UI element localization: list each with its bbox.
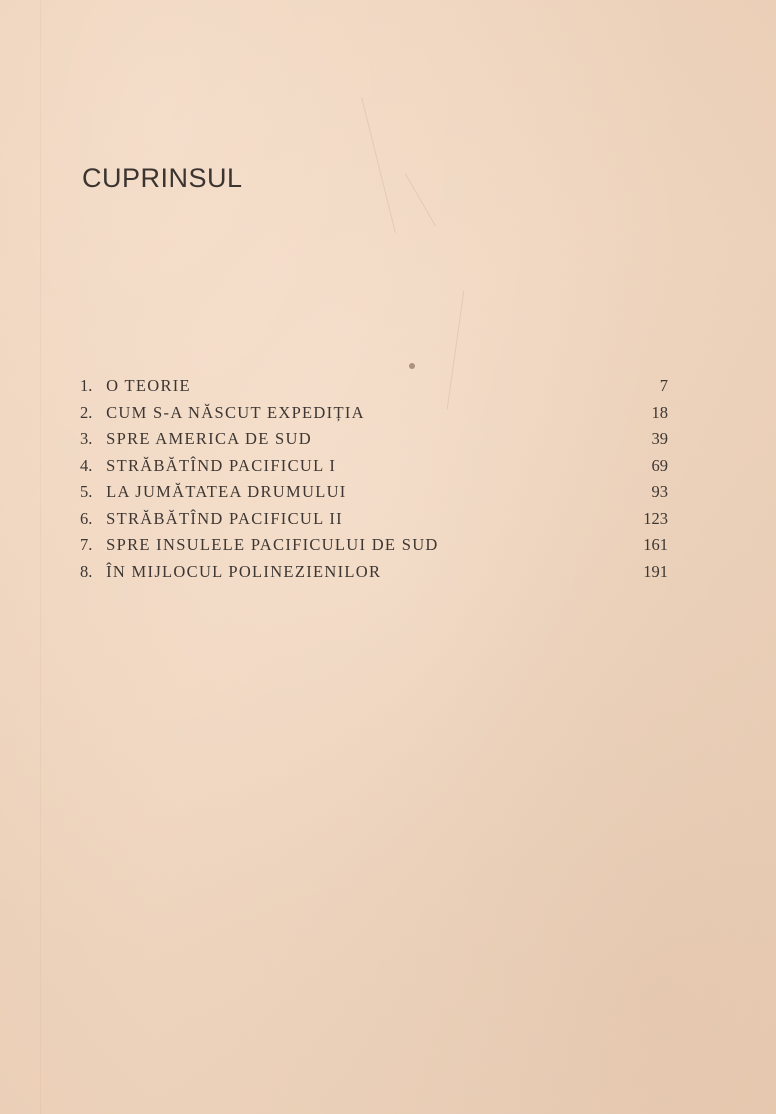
toc-entry bbox=[80, 429, 668, 456]
toc-entry-page: 69 bbox=[651, 455, 668, 475]
paper-crease bbox=[40, 0, 41, 1114]
toc-entry-number: 7. bbox=[80, 535, 93, 554]
toc-entry-label: STRĂBĂTÎND PACIFICUL I bbox=[106, 455, 337, 475]
toc-entry-number: 1. bbox=[80, 376, 93, 395]
paper-speck bbox=[409, 363, 415, 369]
toc-entry-label: SPRE AMERICA DE SUD bbox=[106, 429, 312, 448]
toc-entry-label: O TEORIE bbox=[106, 376, 191, 395]
toc-entry-label: LA JUMĂTATEA DRUMULUI bbox=[106, 482, 347, 501]
toc-entry-label: CUM S-A NĂSCUT EXPEDIȚIA bbox=[106, 402, 365, 422]
toc-entry-number: 8. bbox=[80, 561, 93, 581]
toc-entry-label: SPRE INSULELE PACIFICULUI DE SUD bbox=[106, 535, 439, 554]
toc-entry bbox=[80, 509, 668, 536]
paper-crease bbox=[361, 97, 396, 233]
toc-entry-number: 6. bbox=[80, 508, 93, 528]
toc-entry-number: 5. bbox=[80, 482, 93, 501]
table-of-contents bbox=[80, 376, 668, 588]
toc-entry-page: 7 bbox=[659, 376, 668, 395]
toc-entry-page: 161 bbox=[643, 535, 668, 554]
toc-entry-number: 2. bbox=[80, 402, 93, 422]
toc-entry bbox=[80, 535, 668, 562]
toc-entry-label: ÎN MIJLOCUL POLINEZIENILOR bbox=[106, 561, 382, 581]
toc-entry-number: 4. bbox=[80, 455, 93, 475]
toc-entry-label: STRĂBĂTÎND PACIFICUL II bbox=[106, 508, 343, 528]
toc-entry-page: 191 bbox=[643, 561, 668, 581]
toc-entry bbox=[80, 562, 668, 589]
paper-crease bbox=[405, 174, 436, 226]
toc-entry-page: 93 bbox=[651, 482, 668, 501]
toc-entry-page: 39 bbox=[651, 429, 668, 448]
toc-entry bbox=[80, 376, 668, 403]
toc-entry bbox=[80, 403, 668, 430]
page-title: CUPRINSUL bbox=[82, 163, 243, 193]
toc-entry-page: 18 bbox=[651, 402, 668, 422]
toc-entry bbox=[80, 482, 668, 509]
toc-entry-page: 123 bbox=[643, 508, 668, 528]
toc-entry bbox=[80, 456, 668, 483]
toc-entry-number: 3. bbox=[80, 429, 93, 448]
